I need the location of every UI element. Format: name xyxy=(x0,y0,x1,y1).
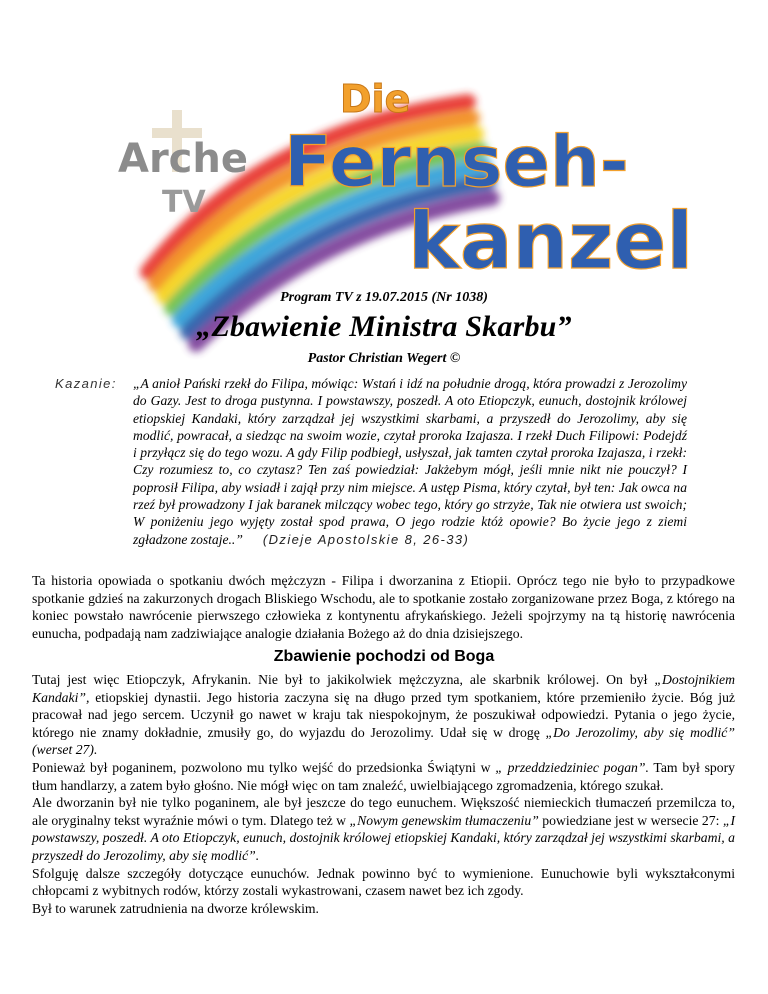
logo-kanzel: kanzel xyxy=(408,197,694,287)
p1-text-c: etiopskiej dynastii. Jego historia zaczyna się na długo przed tym spotkaniem, które przemieniło życie. Bóg już pracował nad jego sercem. Uczynił go nawet w kraju tak niespokojnym, że poszukiwał odpowiedzi. Pytania o jego życie, którego nie znamy dokładnie, zmusiły go, do wyjazdu do Jerozolimy. Udał się w drogę xyxy=(32,689,735,740)
logo-die: Die xyxy=(340,77,411,121)
scripture-block xyxy=(55,375,687,548)
logo-fernseh: Fernseh- xyxy=(284,121,629,203)
p2-text-c: Tam był spory tłum handlarzy, a zatem było głośno. Nie mógł więc on tam znaleźć, uwielbiającego zgromadzenia, którego szukał. xyxy=(32,759,735,793)
intro-paragraph: Ta historia opowiada o spotkaniu dwóch mężczyzn - Filipa i dworzanina z Etiopii. Oprócz tego nie było to przypadkowe spotkanie gdzieś na zakurzonych drogach Bliskiego Wschodu, ale to spotkanie zostało zorganizowane przez Boga, z którego na koniec powstało nawrócenie pierwszego człowieka z kontynentu afrykańskiego. Jeżeli spojrzymy na tą historię nawrócenia eunucha, podpadają nam zadziwiające analogie działania Bożego aż do dnia dzisiejszego. xyxy=(32,573,735,641)
author-line: Pastor Christian Wegert © xyxy=(307,351,461,366)
paragraph-2 xyxy=(32,759,735,794)
section-body xyxy=(32,671,735,917)
scripture-reference: (Dzieje Apostolskie 8, 26-33) xyxy=(262,531,470,547)
logo-tv: TV xyxy=(162,185,206,220)
scripture-quote: „A anioł Pański rzekł do Filipa, mówiąc: Wstań i idź na południe drogą, która prowadzi z Jerozolimy do Gazy. Jest to droga pustynna. I powstawszy, poszedł. A oto Etiopczyk, eunuch, dostojnik królowej etiopskiej Kandaki, który zarządzał jej wszystkimi skarbami, a przyszedł do Jerozolimy, aby się modlić, powracał, a siedząc na swoim wozie, czytał proroka Izajasza. I rzekł Duch Filipowi: Podejdź i przyłącz się do tego wozu. A gdy Filip podbiegł, usłyszał, jak tamten czytał proroka Izajasza, i rzekł: Czy rozumiesz to, co czytasz? Ten zaś powiedział: Jakżebym mógł, jeśli mnie nikt nie pouczył? I poprosił Filipa, aby wsiadł i zajął przy nim miejsce. A ustęp Pisma, który czytał, był ten: Jak owca na rzeź był prowadzony I jak baranek milczący wobec tego, który go strzyże, Tak nie otwiera ust swoich; W poniżeniu jego wyjęty został spod prawa, O jego rodzie któż opowie? Bo życie jego z ziemi zgładzone zostaje..” xyxy=(133,376,687,547)
logo-graphic xyxy=(108,72,694,287)
paragraph-5: Był to warunek zatrudnienia na dworze królewskim. xyxy=(32,900,319,916)
p2-text-a: Ponieważ był poganinem, pozwolono mu tylko wejść do przedsionka Świątyni w xyxy=(32,759,496,775)
p3-text-c: powiedziane jest w wersecie 27: xyxy=(538,812,723,828)
logo-arche: Arche xyxy=(118,136,248,182)
scripture-text xyxy=(133,375,687,548)
program-line: Program TV z 19.07.2015 (Nr 1038) xyxy=(280,290,488,305)
paragraph-3 xyxy=(32,794,735,864)
scripture-label: Kazanie: xyxy=(55,376,117,391)
section-heading: Zbawienie pochodzi od Boga xyxy=(273,648,495,665)
p3-quote-d: „I powstawszy, poszedł. A oto Etiopczyk, eunuch, dostojnik królowej etiopskiej Kandaki, który zarządzał jej wszystkimi skarbami, a przyszedł do Jerozolimy, aby się modlić”. xyxy=(32,812,735,863)
p1-text-a: Tutaj jest więc Etiopczyk, Afrykanin. Nie był to jakikolwiek mężczyzna, ale skarbnik królowej. On był xyxy=(32,672,655,687)
p3-quote-b: „Nowym genewskim tłumaczeniu” xyxy=(349,812,539,828)
p1-quote-b: „Dostojnikiem Kandaki”, xyxy=(32,672,735,705)
p3-text-a: Ale dworzanin był nie tylko poganinem, ale był jeszcze do tego eunuchem. Większość niemieckich tłumaczeń przemilcza to, ale oryginalny tekst wyraźnie mówi o tym. Dlatego też w xyxy=(32,795,735,828)
p1-quote-d: „Do Jerozolimy, aby się modlić” (werset 27). xyxy=(32,724,735,758)
p2-quote-b: „ przeddziedziniec pogan”. xyxy=(495,759,649,775)
paragraph-4: Sfolguję dalsze szczegóły dotyczące eunuchów. Jednak powinno być to wymienione. Eunuchowie byli wykształconymi chłopcami z wybitnych rodów, którzy zostali wykastrowani, czasem nawet bez ich zgody. xyxy=(32,865,735,899)
paragraph-1 xyxy=(32,671,735,759)
sermon-title: „Zbawienie Ministra Skarbu” xyxy=(196,310,572,343)
arche-tv-logo xyxy=(108,72,694,287)
